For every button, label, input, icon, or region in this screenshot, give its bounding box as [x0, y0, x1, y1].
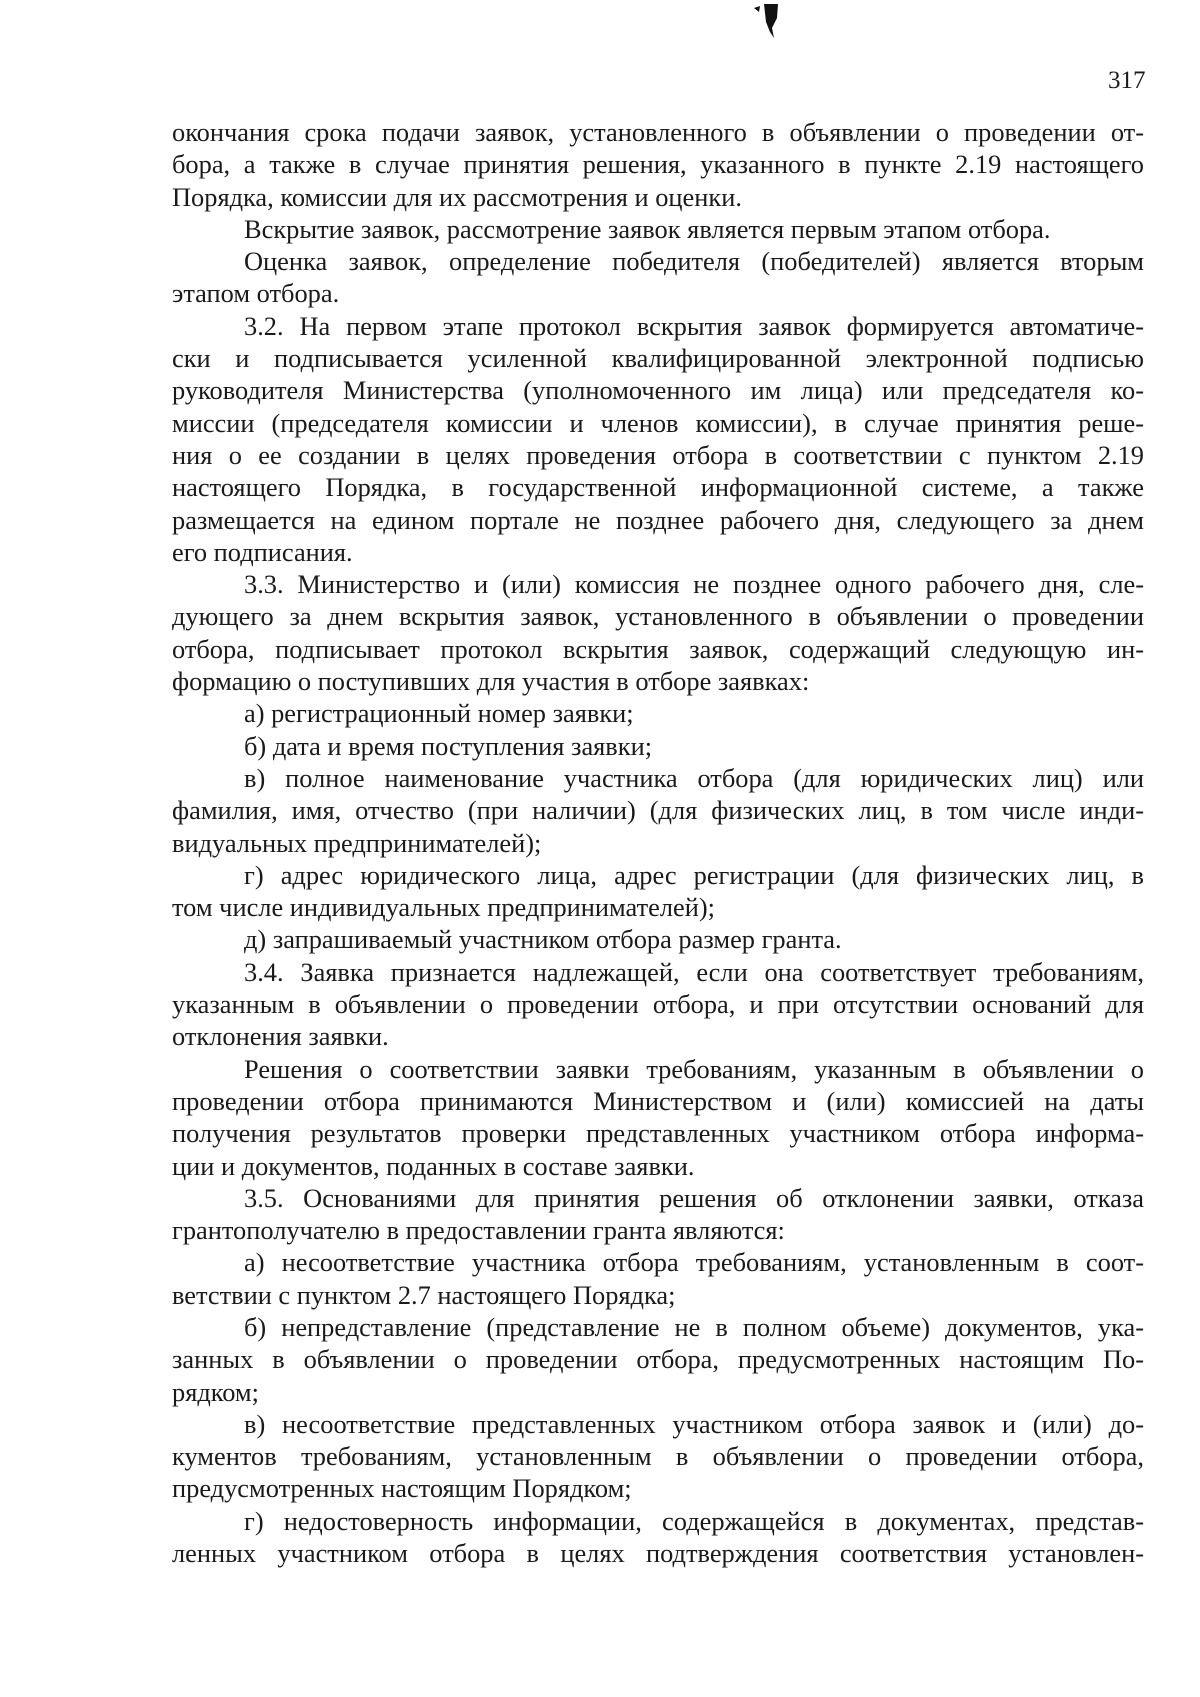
text-line: рядком;	[172, 1376, 259, 1407]
text-line: настоящего Порядка, в государственной информационной системе, а также	[172, 472, 1144, 503]
text-line: 3.3. Министерство и (или) комиссия не позднее одного рабочего дня, сле-	[244, 569, 1144, 600]
paragraph-p16	[172, 1408, 1144, 1505]
paragraph-p4	[172, 310, 1144, 568]
paragraph-p5	[172, 568, 1144, 697]
text-line: а) регистрационный номер заявки;	[244, 698, 634, 729]
text-line: формацию о поступивших для участия в отборе заявках:	[172, 666, 810, 697]
paragraph-p15	[172, 1311, 1144, 1408]
paragraph-p3	[172, 245, 1144, 310]
text-line: ветствии с пунктом 2.7 настоящего Порядка;	[172, 1279, 676, 1310]
text-line: миссии (председателя комиссии и членов комиссии), в случае принятия реше-	[172, 407, 1144, 438]
text-line: кументов требованиям, установленным в объявлении о проведении отбора,	[172, 1441, 1144, 1472]
paragraph-p12	[172, 1053, 1144, 1182]
text-line: отбора, подписывает протокол вскрытия заявок, содержащий следующую ин-	[172, 633, 1144, 664]
paragraph-p8	[172, 762, 1144, 859]
text-line: бора, а также в случае принятия решения, указанного в пункте 2.19 настоящего	[172, 149, 1144, 180]
text-line: размещается на едином портале не позднее рабочего дня, следующего за днем	[172, 504, 1144, 535]
text-line: ции и документов, поданных в составе заявки.	[172, 1150, 695, 1181]
text-line: фамилия, имя, отчество (при наличии) (для физических лиц, в том числе инди-	[172, 795, 1144, 826]
text-line: занных в объявлении о проведении отбора, предусмотренных настоящим По-	[172, 1344, 1144, 1375]
text-line: г) недостоверность информации, содержащейся в документах, представ-	[244, 1505, 1144, 1536]
text-line: д) запрашиваемый участником отбора размер гранта.	[244, 924, 842, 955]
text-line: отклонения заявки.	[172, 1021, 389, 1052]
document-body	[172, 116, 1144, 1569]
paragraph-p17	[172, 1505, 1144, 1570]
text-line: предусмотренных настоящим Порядком;	[172, 1473, 632, 1504]
paragraph-p6	[172, 697, 1144, 729]
paragraph-p14	[172, 1246, 1144, 1311]
text-line: 3.2. На первом этапе протокол вскрытия заявок формируется автоматиче-	[244, 310, 1144, 341]
text-line: проведении отбора принимаются Министерством и (или) комиссией на даты	[172, 1085, 1144, 1116]
paragraph-p2	[172, 213, 1144, 245]
text-line: окончания срока подачи заявок, установленного в объявлении о проведении от-	[172, 117, 1144, 147]
text-line: Решения о соответствии заявки требованиям, указанным в объявлении о	[244, 1053, 1144, 1084]
text-line: г) адрес юридического лица, адрес регистрации (для физических лиц, в	[244, 859, 1144, 890]
text-line: в) полное наименование участника отбора (для юридических лиц) или	[244, 762, 1144, 793]
text-line: видуальных предпринимателей);	[172, 827, 542, 858]
text-line: Порядка, комиссии для их рассмотрения и оценки.	[172, 181, 742, 212]
text-line: его подписания.	[172, 536, 353, 567]
text-line: Вскрытие заявок, рассмотрение заявок является первым этапом отбора.	[244, 213, 1051, 244]
text-line: 3.4. Заявка признается надлежащей, если она соответствует требованиям,	[244, 956, 1144, 987]
page-number: 317	[1108, 67, 1146, 94]
text-line: получения результатов проверки представленных участником отбора информа-	[172, 1118, 1144, 1149]
text-line: ски и подписывается усиленной квалифицированной электронной подписью	[172, 343, 1144, 374]
text-line: 3.5. Основаниями для принятия решения об отклонении заявки, отказа	[244, 1182, 1144, 1213]
text-line: дующего за днем вскрытия заявок, установленного в объявлении о проведении	[172, 601, 1144, 632]
text-line: ленных участником отбора в целях подтверждения соответствия установлен-	[172, 1538, 1144, 1569]
text-line: Оценка заявок, определение победителя (победителей) является вторым	[244, 246, 1144, 277]
paragraph-p9	[172, 859, 1144, 924]
text-line: указанным в объявлении о проведении отбора, и при отсутствии оснований для	[172, 989, 1144, 1020]
text-line: грантополучателю в предоставлении гранта являются:	[172, 1215, 785, 1246]
paragraph-p11	[172, 956, 1144, 1053]
text-line: том числе индивидуальных предпринимателей);	[172, 892, 715, 923]
text-line: а) несоответствие участника отбора требованиям, установленным в соот-	[244, 1247, 1144, 1278]
text-line: в) несоответствие представленных участником отбора заявок и (или) до-	[244, 1408, 1144, 1439]
text-line: б) дата и время поступления заявки;	[244, 730, 653, 761]
paragraph-p13	[172, 1182, 1144, 1247]
text-line: этапом отбора.	[172, 278, 340, 309]
paragraph-p7	[172, 730, 1144, 762]
scan-artifact-mark	[748, 2, 788, 42]
text-line: руководителя Министерства (уполномоченного им лица) или председателя ко-	[172, 375, 1144, 406]
paragraph-p1	[172, 116, 1144, 213]
paragraph-p10	[172, 923, 1144, 955]
text-line: б) непредставление (представление не в полном объеме) документов, ука-	[244, 1311, 1144, 1342]
text-line: ния о ее создании в целях проведения отбора в соответствии с пунктом 2.19	[172, 439, 1144, 470]
